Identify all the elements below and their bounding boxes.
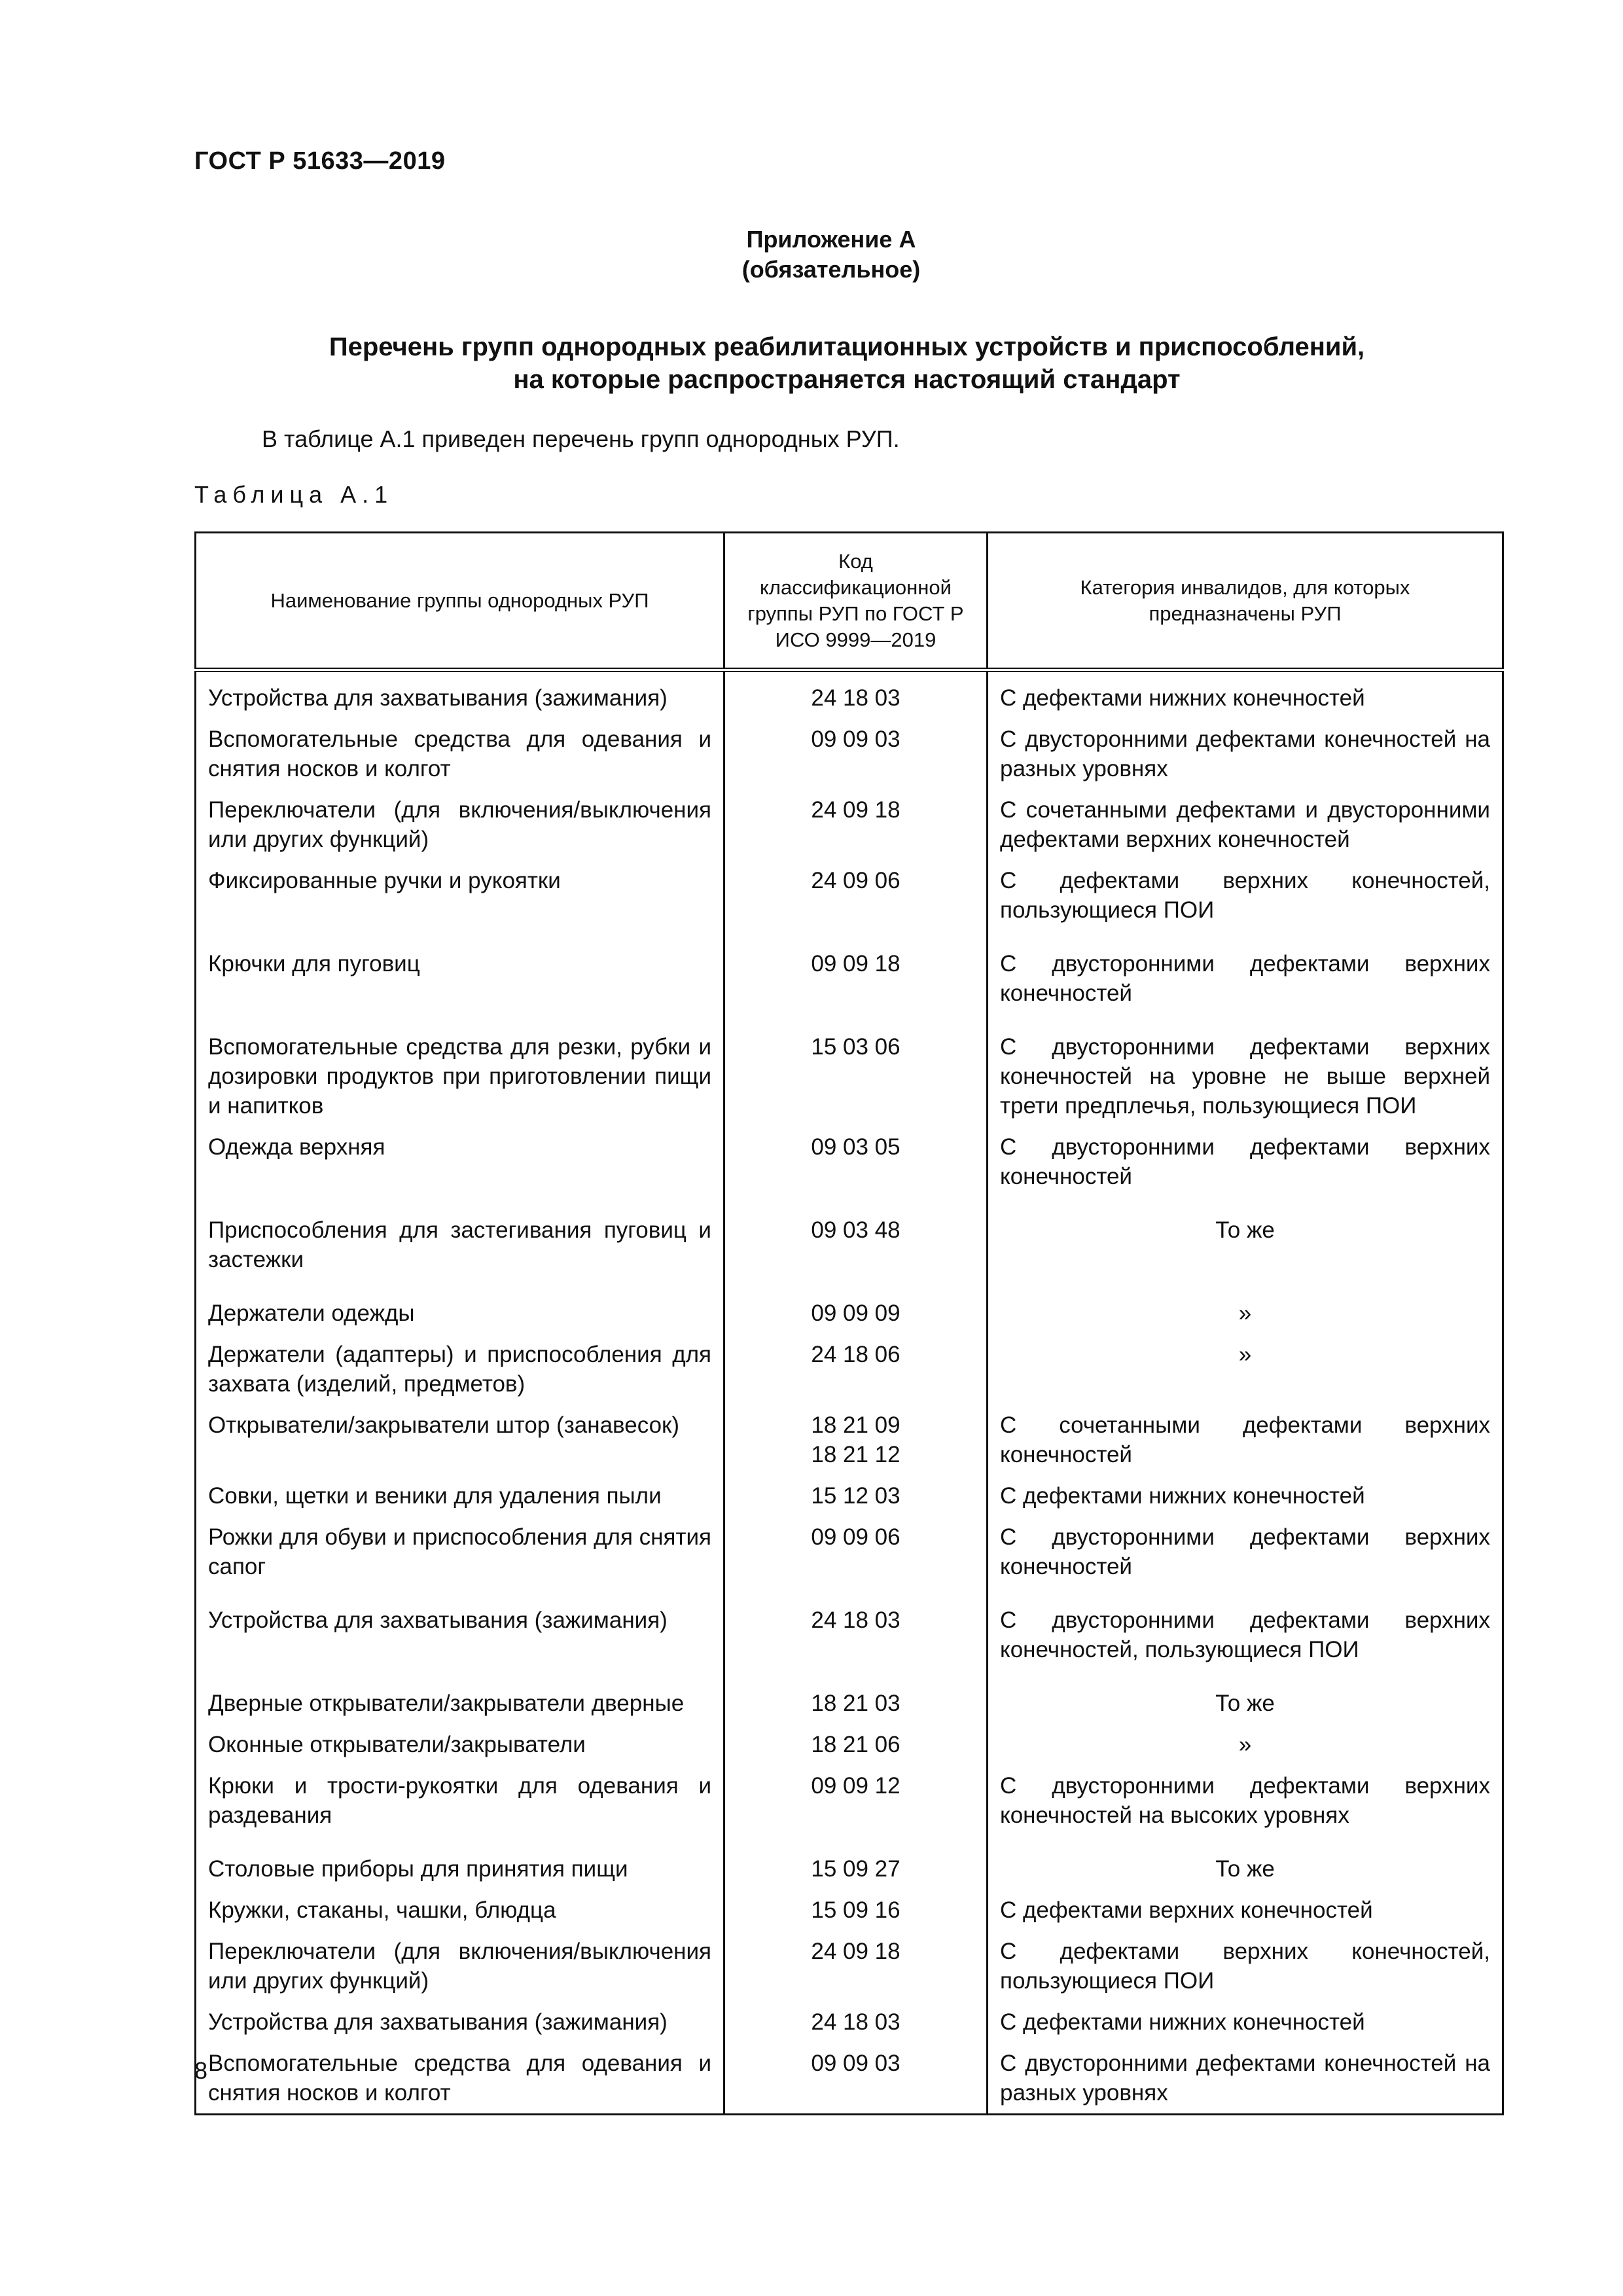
table-label: Таблица А.1 [194,481,394,508]
code-value: 18 21 03 [811,1691,901,1716]
table-row [196,1026,1503,1126]
code-value: 09 09 18 [811,951,901,977]
table-row [196,1210,1503,1293]
cell-disability-category: С двусторонними дефектами верхних конечностей на высоких уровнях [988,1765,1503,1848]
cell-group-name: Держатели одежды [208,1300,415,1326]
cell-classification-code [724,1683,988,1724]
cell-classification-code [724,670,988,719]
cell-classification-code [724,1516,988,1600]
cell-disability-category: С двусторонними дефектами верхних конечностей [988,943,1503,1026]
cell-classification-code [724,1475,988,1516]
code-value: 24 18 06 [811,1342,901,1367]
table-row [196,1931,1503,2001]
cell-disability-category: С дефектами нижних конечностей [988,2001,1503,2043]
table-row [196,1516,1503,1600]
cell-disability-category: С дефектами верхних конечностей [988,1890,1503,1931]
code-value: 24 09 18 [811,797,901,823]
cell-group-name: Вспомогательные средства для одевания и снятия носков и колгот [208,726,711,781]
code-value: 09 09 12 [811,1773,901,1799]
section-heading-line-2: на которые распространяется настоящий стандарт [513,365,1181,394]
cell-classification-code [724,1210,988,1293]
code-value: 15 03 06 [811,1034,901,1060]
cell-group-name: Переключатели (для включения/выключения или других функций) [208,797,711,852]
appendix-title-block [0,224,1623,285]
cell-classification-code [724,1765,988,1848]
cell-group-name: Дверные открыватели/закрыватели дверные [208,1691,685,1716]
code-value: 24 09 18 [811,1939,901,1964]
cell-group-name: Фиксированные ручки и рукоятки [208,868,561,893]
code-value: 24 18 03 [811,2009,901,2035]
table-row [196,1405,1503,1475]
cell-group-name: Переключатели (для включения/выключения или других функций) [208,1939,711,1994]
table-row [196,1293,1503,1334]
table-row [196,1334,1503,1405]
code-value: 09 09 09 [811,1300,901,1326]
code-value: 18 21 09 [811,1412,901,1438]
table-row [196,1848,1503,1890]
cell-disability-category: С дефектами нижних конечностей [988,670,1503,719]
cell-classification-code [724,1126,988,1210]
cell-classification-code [724,1724,988,1765]
table-header-row [196,533,1503,670]
header-group-name: Наименование группы однородных РУП [196,533,724,670]
code-value: 09 09 06 [811,1524,901,1550]
section-heading-line-1: Перечень групп однородных реабилитационных устройств и приспособлений, [329,332,1365,361]
code-value: 15 12 03 [811,1483,901,1509]
cell-group-name: Вспомогательные средства для одевания и снятия носков и колгот [208,2051,711,2106]
cell-disability-category: С сочетанными дефектами верхних конечностей [988,1405,1503,1475]
cell-group-name: Столовые приборы для принятия пищи [208,1856,628,1882]
cell-group-name: Открыватели/закрыватели штор (занавесок) [208,1412,680,1438]
rup-groups-table [194,531,1504,2115]
cell-classification-code [724,2001,988,2043]
table-row [196,1600,1503,1683]
cell-group-name: Рожки для обуви и приспособления для снятия сапог [208,1524,711,1579]
appendix-title: Приложение А [746,226,916,253]
cell-classification-code [724,860,988,943]
cell-classification-code [724,1890,988,1931]
cell-group-name: Устройства для захватывания (зажимания) [208,2009,668,2035]
cell-disability-category: С двусторонними дефектами верхних конечностей, пользующиеся ПОИ [988,1600,1503,1683]
cell-disability-category: С двусторонними дефектами конечностей на разных уровнях [988,2043,1503,2115]
cell-disability-category: С двусторонними дефектами верхних конечностей [988,1126,1503,1210]
code-value: 09 09 03 [811,2051,901,2076]
cell-classification-code [724,2043,988,2115]
code-value: 24 18 03 [811,1607,901,1633]
cell-classification-code [724,1293,988,1334]
cell-classification-code [724,943,988,1026]
cell-classification-code [724,1600,988,1683]
code-value: 09 09 03 [811,726,901,752]
cell-disability-category: С дефектами нижних конечностей [988,1475,1503,1516]
table-row [196,719,1503,789]
table-row [196,2001,1503,2043]
cell-group-name: Приспособления для застегивания пуговиц и застежки [208,1217,711,1272]
cell-disability-category: С дефектами верхних конечностей, пользующиеся ПОИ [988,1931,1503,2001]
cell-group-name: Устройства для захватывания (зажимания) [208,685,668,711]
table-row [196,2043,1503,2115]
table-row [196,1683,1503,1724]
cell-classification-code [724,1931,988,2001]
cell-disability-category: С двусторонними дефектами конечностей на разных уровнях [988,719,1503,789]
cell-disability-category: С двусторонними дефектами верхних конечностей [988,1516,1503,1600]
cell-disability-category: То же [988,1210,1503,1293]
cell-group-name: Кружки, стаканы, чашки, блюдца [208,1897,556,1923]
cell-classification-code [724,719,988,789]
cell-group-name: Крюки и трости-рукоятки для одевания и раздевания [208,1773,711,1828]
code-value: 18 21 06 [811,1732,901,1757]
cell-group-name: Совки, щетки и веники для удаления пыли [208,1483,662,1509]
table-row [196,1765,1503,1848]
code-value: 09 03 48 [811,1217,901,1243]
table-row [196,1724,1503,1765]
code-value: 15 09 27 [811,1856,901,1882]
code-value: 24 09 06 [811,868,901,893]
code-value: 09 03 05 [811,1134,901,1160]
cell-disability-category: С дефектами верхних конечностей, пользующиеся ПОИ [988,860,1503,943]
table-row [196,1890,1503,1931]
header-classification-code: Код классификационной группы РУП по ГОСТ Р ИСО 9999—2019 [724,533,988,670]
section-heading [194,331,1499,396]
table-row [196,943,1503,1026]
appendix-status: (обязательное) [741,256,921,283]
cell-group-name: Крючки для пуговиц [208,951,420,977]
page-number: 8 [194,2057,208,2084]
cell-group-name: Устройства для захватывания (зажимания) [208,1607,668,1633]
cell-classification-code [724,1848,988,1890]
table-row [196,860,1503,943]
cell-disability-category: С двусторонними дефектами верхних конечностей на уровне не выше верхней трети предплечья, пользующиеся ПОИ [988,1026,1503,1126]
intro-paragraph: В таблице А.1 приведен перечень групп однородных РУП. [262,425,900,452]
table-row [196,789,1503,860]
cell-group-name: Держатели (адаптеры) и приспособления для захвата (изделий, предметов) [208,1342,711,1397]
cell-disability-category: » [988,1334,1503,1405]
cell-disability-category: То же [988,1848,1503,1890]
code-value: 24 18 03 [811,685,901,711]
cell-disability-category: То же [988,1683,1503,1724]
cell-disability-category: » [988,1293,1503,1334]
cell-classification-code [724,789,988,860]
cell-group-name: Одежда верхняя [208,1134,385,1160]
code-value: 18 21 12 [811,1442,901,1467]
table-row [196,670,1503,719]
cell-disability-category: С сочетанными дефектами и двусторонними дефектами верхних конечностей [988,789,1503,860]
cell-group-name: Оконные открыватели/закрыватели [208,1732,586,1757]
cell-group-name: Вспомогательные средства для резки, рубки и дозировки продуктов при приготовлении пищи и напитков [208,1034,711,1119]
table-row [196,1126,1503,1210]
code-value: 15 09 16 [811,1897,901,1923]
document-code: ГОСТ Р 51633—2019 [194,147,446,175]
cell-classification-code [724,1405,988,1475]
table-body [196,670,1503,2115]
cell-classification-code [724,1334,988,1405]
cell-disability-category: » [988,1724,1503,1765]
cell-classification-code [724,1026,988,1126]
table-row [196,1475,1503,1516]
header-disability-category: Категория инвалидов, для которых предназначены РУП [988,533,1503,670]
